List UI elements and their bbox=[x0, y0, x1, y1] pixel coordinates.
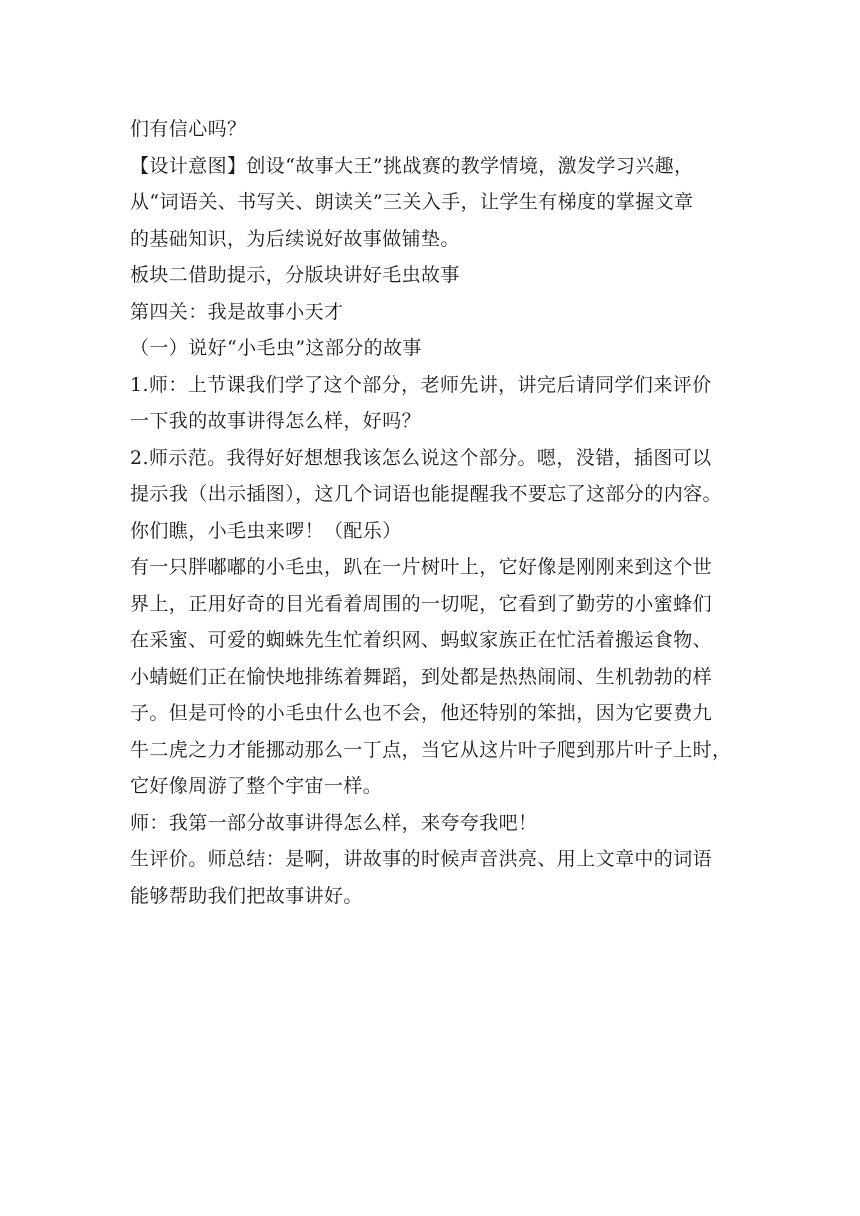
paragraph-teacher-question bbox=[130, 805, 740, 842]
text-line: 它好像周游了整个宇宙一样。 bbox=[130, 775, 383, 797]
text-line: 生评价。师总结：是啊，讲故事的时候声音洪亮、用上文章中的词语 bbox=[130, 848, 713, 870]
section-heading bbox=[130, 257, 740, 294]
text-line: 1.师：上节课我们学了这个部分，老师先讲，讲完后请同学们来评价 bbox=[130, 373, 712, 396]
paragraph-step-1 bbox=[130, 367, 740, 440]
text-line: 你们瞧，小毛虫来啰！（配乐） bbox=[130, 519, 402, 542]
document-body bbox=[130, 111, 740, 914]
text-line: 有一只胖嘟嘟的小毛虫，趴在一片树叶上，它好像是刚刚来到这个世 bbox=[130, 556, 713, 578]
paragraph-design-intent bbox=[130, 148, 740, 258]
text-line: 第四关：我是故事小天才 bbox=[130, 300, 344, 323]
text-line: 2.师示范。我得好好想想我该怎么说这个部分。嗯，没错，插图可以 bbox=[130, 446, 712, 469]
text-line: 子。但是可怜的小毛虫什么也不会，他还特别的笨拙，因为它要费九 bbox=[130, 702, 713, 724]
paragraph-continuation bbox=[130, 111, 740, 148]
text-line: 一下我的故事讲得怎么样，好吗？ bbox=[130, 410, 422, 432]
text-line: 们有信心吗？ bbox=[130, 118, 247, 140]
text-line: 在采蜜、可爱的蜘蛛先生忙着织网、蚂蚁家族正在忙活着搬运食物、 bbox=[130, 629, 713, 651]
text-line: 的基础知识，为后续说好故事做铺垫。 bbox=[130, 227, 460, 250]
text-line: 牛二虎之力才能挪动那么一丁点，当它从这片叶子爬到那片叶子上时， bbox=[130, 738, 732, 761]
paragraph-step-2 bbox=[130, 440, 740, 550]
text-line: 能够帮助我们把故事讲好。 bbox=[130, 884, 363, 907]
text-line: 小蜻蜓们正在愉快地排练着舞蹈，到处都是热热闹闹、生机勃勃的样 bbox=[130, 665, 713, 688]
subsection-heading bbox=[130, 330, 740, 367]
text-line: 师：我第一部分故事讲得怎么样，来夸夸我吧！ bbox=[130, 811, 538, 834]
text-line: 从“词语关、书写关、朗读关”三关入手，让学生有梯度的掌握文章 bbox=[130, 191, 694, 213]
text-line: （一）说好“小毛虫”这部分的故事 bbox=[130, 337, 422, 359]
paragraph-summary bbox=[130, 841, 740, 914]
text-line: 界上，正用好奇的目光看着周围的一切呢，它看到了勤劳的小蜜蜂们 bbox=[130, 592, 713, 615]
text-line: 提示我（出示插图），这几个词语也能提醒我不要忘了这部分的内容。 bbox=[130, 483, 722, 505]
text-line: 【设计意图】创设“故事大王”挑战赛的教学情境，激发学习兴趣， bbox=[130, 154, 694, 177]
paragraph-story bbox=[130, 549, 740, 805]
subsection-heading bbox=[130, 294, 740, 331]
text-line: 板块二借助提示，分版块讲好毛虫故事 bbox=[130, 264, 460, 286]
